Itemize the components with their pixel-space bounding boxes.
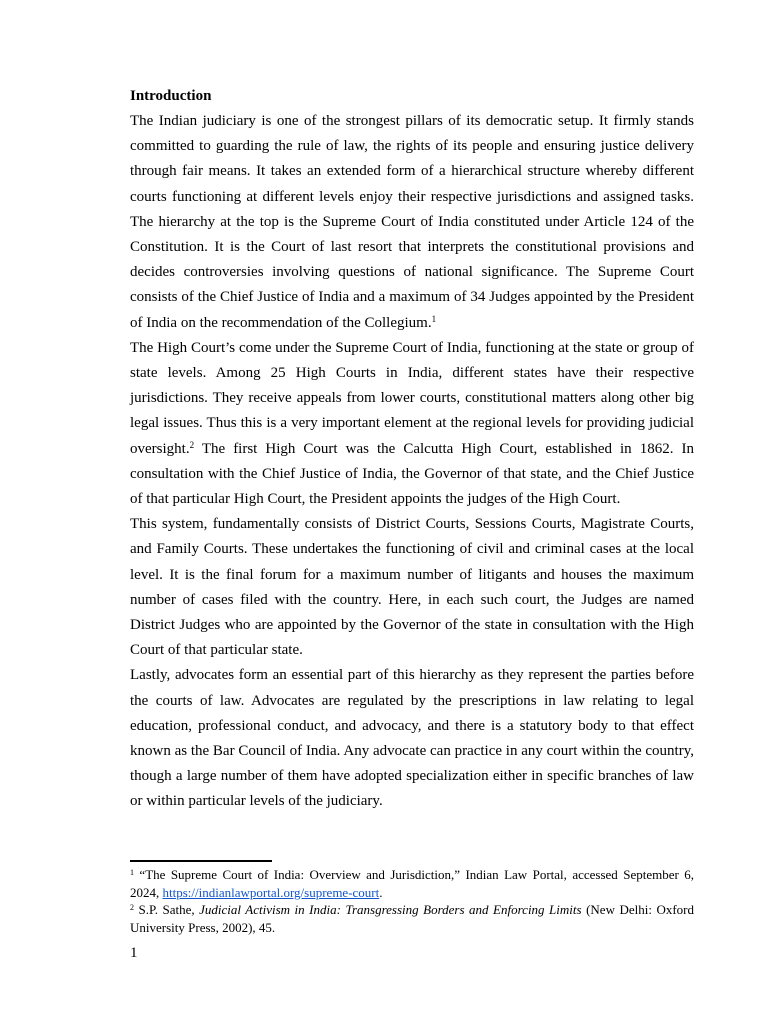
footnote-text: (New Delhi: Oxford University Press, 2002), 45. (130, 902, 694, 935)
paragraph-advocates: Lastly, advocates form an essential part of this hierarchy as they represent the parties before the courts of law. Advocates are regulated by the prescriptions in law relating to legal education, professional conduct, and advocacy, and there is a statutory body to that effect known as the Bar Council of India. Any advocate can practice in any court within the country, though a large number of them have adopted specialization either in specific branches of law or within particular levels of the judiciary. (130, 667, 694, 810)
footnote-link[interactable]: https://indianlawportal.org/supreme-court (162, 884, 380, 900)
footnote-mark: 2 (130, 903, 134, 912)
footnote-text: “The Supreme Court of India: Overview and Jurisdiction,” Indian Law Portal, accessed September 6, 2024, (130, 867, 694, 900)
footnotes (130, 866, 694, 936)
footnote-mark: 1 (130, 868, 134, 877)
document-body (130, 84, 694, 815)
paragraph-district-courts: This system, fundamentally consists of District Courts, Sessions Courts, Magistrate Courts, and Family Courts. These undertakes the functioning of civil and criminal cases at the local level. It is the final forum for a maximum number of litigants and houses the maximum number of cases filed with the country. Here, in each such court, the Judges are named District Judges who are appointed by the Governor of the state in consultation with the High Court of that particular state. (130, 516, 694, 659)
paragraph-text: The High Court’s come under the Supreme Court of India, functioning at the state or group of state levels. Among 25 High Courts in India, different states have their respective jurisdictions. They receive appeals from lower courts, constitutional matters along other big legal issues. Thus this is a very important element at the regional levels for providing judicial oversight. (130, 339, 694, 457)
footnote-separator (130, 860, 272, 862)
paragraph-text: The Indian judiciary is one of the strongest pillars of its democratic setup. It firmly stands committed to guarding the rule of law, the rights of its people and ensuring justice delivery through fair means. It takes an extended form of a hierarchical structure whereby different courts functioning at different levels enjoy their respective jurisdictions and assigned tasks. The hierarchy at the top is the Supreme Court of India constituted under Article 124 of the Constitution. It is the Court of last resort that interprets the constitutional provisions and decides controversies involving questions of national significance. The Supreme Court consists of the Chief Justice of India and a maximum of 34 Judges appointed by the President of India on the recommendation of the Collegium. (130, 113, 694, 331)
footnote-2 (130, 901, 694, 936)
paragraph-text: The first High Court was the Calcutta High Court, established in 1862. In consultation with the Chief Justice of India, the Governor of that state, and the Chief Justice of that particular High Court, the President appoints the judges of the High Court. (130, 440, 694, 508)
footnote-ref-2[interactable]: 2 (189, 439, 195, 450)
footnote-ref-1[interactable]: 1 (431, 313, 437, 324)
paragraph-supreme-court (130, 109, 694, 336)
footnote-text: S.P. Sathe, (134, 902, 200, 917)
paragraph-high-courts (130, 336, 694, 512)
footnote-1 (130, 866, 694, 901)
section-heading: Introduction (130, 88, 212, 104)
footnote-text-end: . (379, 884, 383, 900)
footnote-book-title: Judicial Activism in India: Transgressing Borders and Enforcing Limits (199, 902, 582, 917)
page-number: 1 (130, 945, 138, 961)
